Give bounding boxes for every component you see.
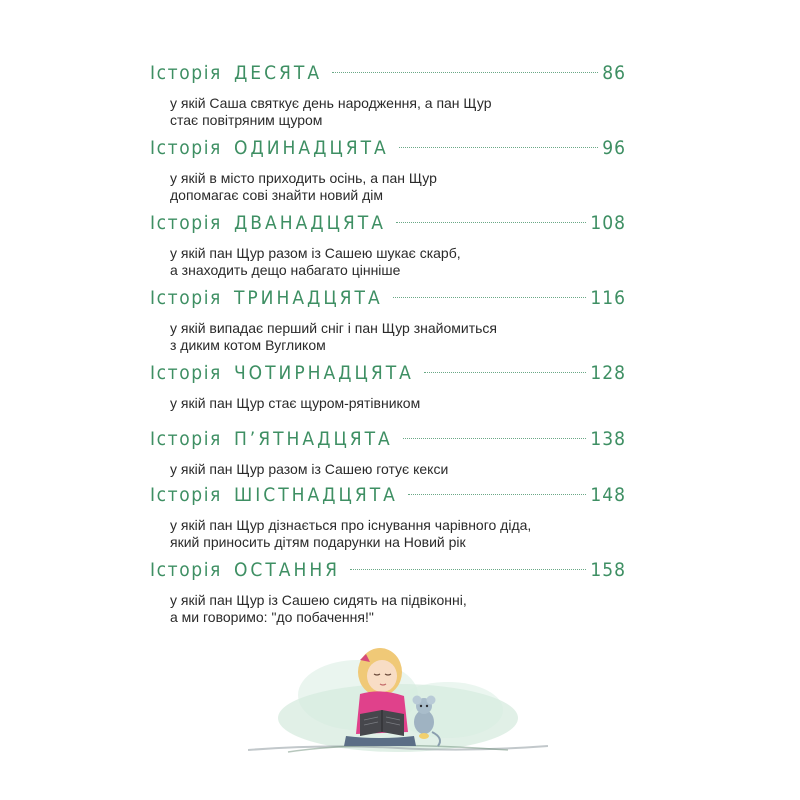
dotted-leader <box>399 147 599 148</box>
chapter-description: у якій пан Щур стає щуром-рятівником <box>170 395 421 411</box>
page-number: 108 <box>590 212 626 234</box>
chapter-title: Історія ШІСТНАДЦЯТА <box>150 484 398 506</box>
page-number: 96 <box>602 137 626 159</box>
chapter-title: Історія ДВАНАДЦЯТА <box>150 212 386 234</box>
toc-entry[interactable] <box>150 287 626 362</box>
entry-heading <box>150 62 626 92</box>
toc-entry[interactable] <box>150 428 626 484</box>
table-of-contents <box>150 62 626 634</box>
toc-entry[interactable] <box>150 559 626 634</box>
girl-face <box>367 660 397 692</box>
page-number: 86 <box>602 62 626 84</box>
chapter-description: у якій пан Щур із Сашею сидять на підвіконні, а ми говоримо: "до побачення!" <box>170 592 467 625</box>
page-number: 138 <box>590 428 626 450</box>
chapter-title: Історія ТРИНАДЦЯТА <box>150 287 383 309</box>
dotted-leader <box>332 72 598 73</box>
chapter-title: Історія П’ЯТНАДЦЯТА <box>150 428 393 450</box>
toc-entry[interactable] <box>150 137 626 212</box>
chapter-description: у якій випадає перший сніг і пан Щур знайомиться з диким котом Вугликом <box>170 320 497 353</box>
page-number: 148 <box>590 484 626 506</box>
page-number: 158 <box>590 559 626 581</box>
entry-heading <box>150 484 626 514</box>
dotted-leader <box>350 569 586 570</box>
toc-entry[interactable] <box>150 484 626 559</box>
chapter-description: у якій пан Щур разом із Сашею готує кекси <box>170 461 449 477</box>
dotted-leader <box>396 222 586 223</box>
entry-heading <box>150 137 626 167</box>
chapter-description: у якій пан Щур разом із Сашею шукає скарб, а знаходить дещо набагато цінніше <box>170 245 461 278</box>
toc-entry[interactable] <box>150 62 626 137</box>
page-number: 116 <box>590 287 626 309</box>
dotted-leader <box>424 372 587 373</box>
girl-reading-with-mouse-illustration <box>248 640 548 760</box>
entry-heading <box>150 362 626 392</box>
dotted-leader <box>408 494 587 495</box>
chapter-description: у якій в місто приходить осінь, а пан Щур допомагає сові знайти новий дім <box>170 170 437 203</box>
entry-heading <box>150 212 626 242</box>
dotted-leader <box>403 438 587 439</box>
toc-entry[interactable] <box>150 212 626 287</box>
entry-heading <box>150 559 626 589</box>
chapter-title: Історія ОСТАННЯ <box>150 559 341 581</box>
entry-heading <box>150 287 626 317</box>
chapter-description: у якій Саша святкує день народження, а пан Щур стає повітряним щуром <box>170 95 492 128</box>
toc-entry[interactable] <box>150 362 626 428</box>
chapter-description: у якій пан Щур дізнається про існування чарівного діда, який приносить дітям подарунки на Новий рік <box>170 517 532 550</box>
chapter-title: Історія ОДИНАДЦЯТА <box>150 137 389 159</box>
page-number: 128 <box>590 362 626 384</box>
entry-heading <box>150 428 626 458</box>
chapter-title: Історія ДЕСЯТА <box>150 62 323 84</box>
chapter-title: Історія ЧОТИРНАДЦЯТА <box>150 362 414 384</box>
dotted-leader <box>393 297 587 298</box>
